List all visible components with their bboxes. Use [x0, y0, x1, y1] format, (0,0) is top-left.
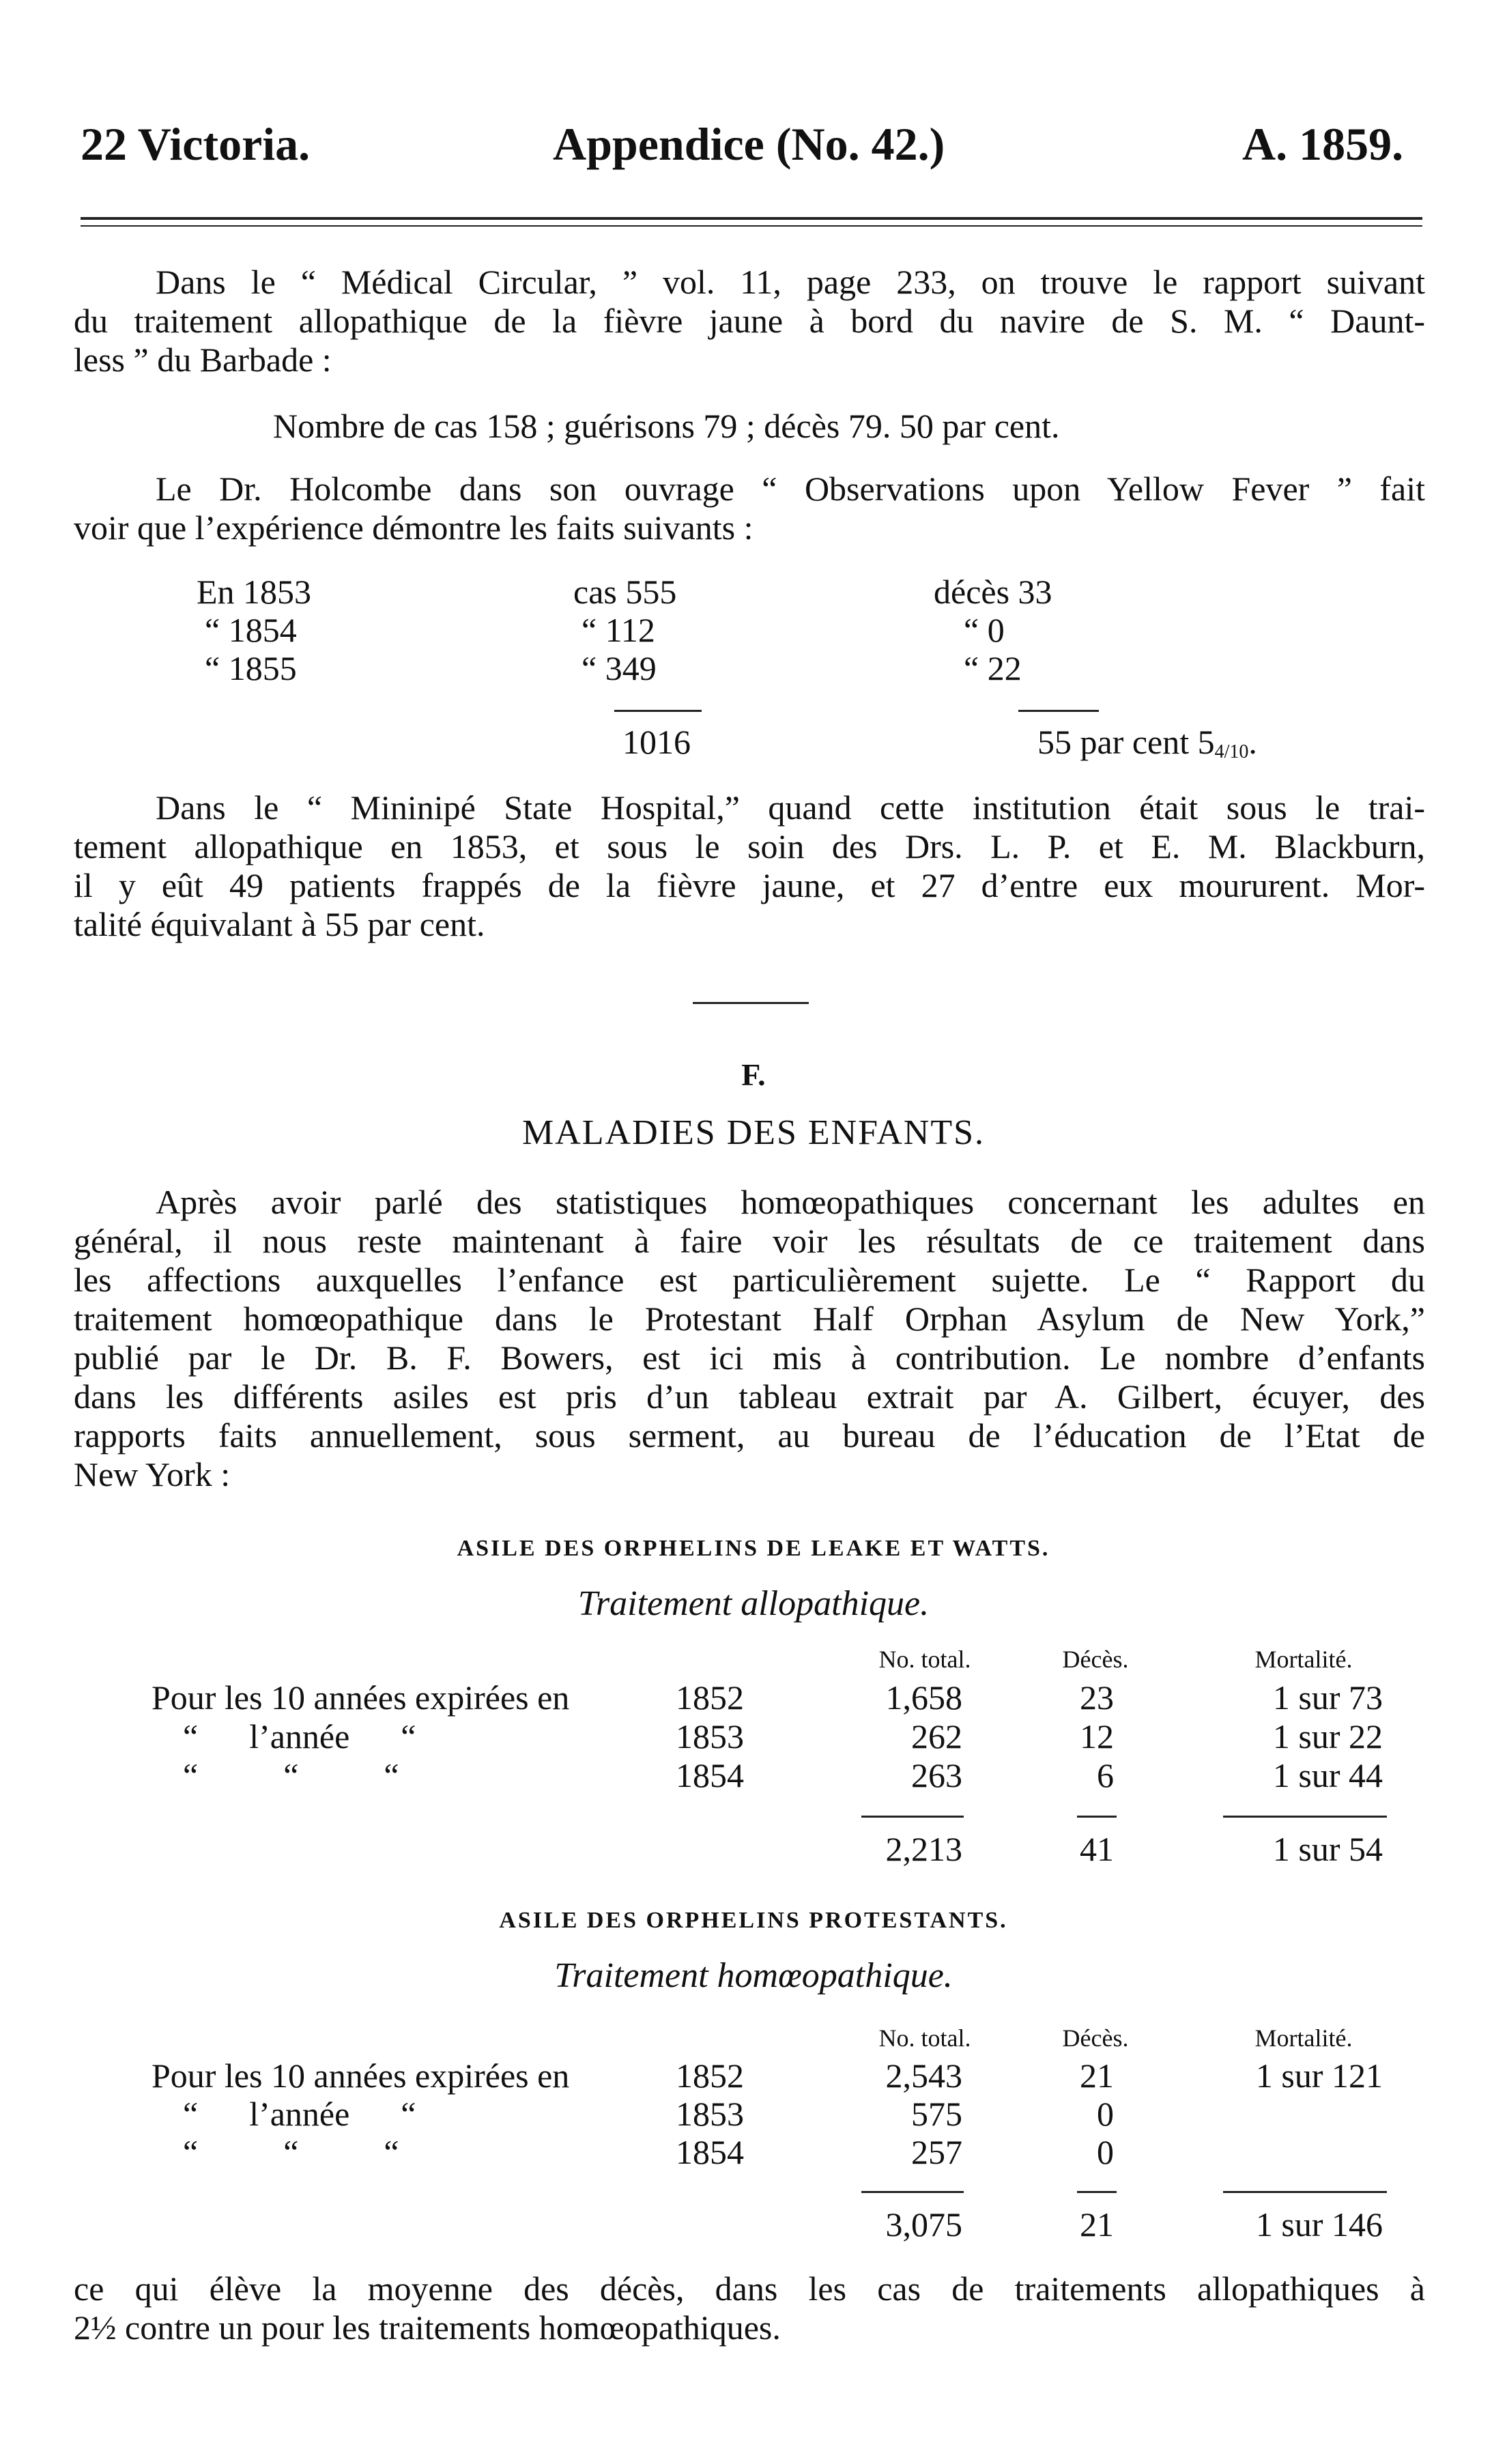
table1-row-year: 1854: [676, 1756, 744, 1794]
table1-deaths-rule: [1077, 1816, 1117, 1818]
header-right: A. 1859.: [1242, 118, 1404, 170]
table2-header-deaths: Décès.: [1062, 2024, 1129, 2052]
para-line: Dans le “ Médical Circular, ” vol. 11, page 233, on trouve le rapport suivant: [156, 263, 1425, 301]
para-line: 2½ contre un pour les traitements homœopathiques.: [74, 2308, 781, 2347]
para-line: rapports faits annuellement, sous serment, au bureau de l’éducation de l’Etat de: [74, 1416, 1425, 1455]
table2-total-deaths: 21: [1080, 2205, 1114, 2244]
header-rule-top: [81, 217, 1422, 220]
para-line: publié par le Dr. B. F. Bowers, est ici mis à contribution. Le nombre d’enfants: [74, 1338, 1425, 1377]
section-letter: F.: [741, 1057, 766, 1092]
header-left: 22 Victoria.: [81, 118, 311, 170]
table1-row-mortality: 1 sur 22: [1272, 1717, 1383, 1756]
holcombe-total-cases: 1016: [622, 723, 691, 761]
paragraph-children: [74, 1183, 1425, 1494]
table1-row-deaths: 12: [1080, 1717, 1114, 1756]
paragraph-holcombe: [74, 470, 1425, 547]
holcombe-year: “ 1855: [205, 649, 297, 687]
para-line: général, il nous reste maintenant à faire voir les résultats de ce traitement dans: [74, 1222, 1425, 1260]
holcombe-cases: cas 555: [573, 573, 677, 611]
table2-deaths-rule: [1077, 2191, 1117, 2193]
table2-header-total: No. total.: [878, 2024, 971, 2052]
table1-header-total: No. total.: [878, 1646, 971, 1673]
paragraph-mininipe: [74, 788, 1425, 944]
para-line: Dans le “ Mininipé State Hospital,” quand cette institution était sous le trai-: [156, 788, 1425, 827]
table2-row-label: “ l’année “: [183, 2095, 416, 2133]
holcombe-deaths: décès 33: [934, 573, 1052, 611]
para-line: il y eût 49 patients frappés de la fièvre jaune, et 27 d’entre eux moururent. Mor-: [74, 866, 1425, 904]
para-line: less ” du Barbade :: [74, 341, 332, 379]
section-title: MALADIES DES ENFANTS.: [521, 1113, 986, 1152]
paragraph-conclusion: [74, 2269, 1425, 2347]
table1-row-year: 1852: [676, 1678, 744, 1717]
para-line: les affections auxquelles l’enfance est particulièrement sujette. Le “ Rapport du: [74, 1261, 1425, 1299]
table1-row-deaths: 23: [1080, 1678, 1114, 1717]
table1-row-mortality: 1 sur 44: [1272, 1756, 1383, 1794]
holcombe-fraction: 4/10: [1214, 741, 1249, 762]
table1-header-mortality: Mortalité.: [1254, 1646, 1353, 1673]
holcombe-year: “ 1854: [205, 611, 297, 649]
table2-row-label: Pour les 10 années expirées en: [152, 2057, 570, 2095]
holcombe-pct-rule: [1018, 710, 1099, 712]
para-line: New York :: [74, 1455, 231, 1493]
holcombe-pct-text: 55 par cent 5: [1037, 723, 1215, 761]
table2-row-label: “ “ “: [183, 2133, 399, 2171]
para-line: Le Dr. Holcombe dans son ouvrage “ Observations upon Yellow Fever ” fait: [156, 470, 1425, 508]
table2-row-deaths: 21: [1080, 2057, 1114, 2095]
table1-row-label: “ l’année “: [183, 1717, 416, 1756]
table1-subtitle: Traitement allopathique.: [577, 1584, 930, 1623]
table2-row-year: 1852: [676, 2057, 744, 2095]
header-center: Appendice (No. 42.): [553, 118, 945, 170]
para-line: tement allopathique en 1853, et sous le soin des Drs. L. P. et E. M. Blackburn,: [74, 827, 1425, 865]
table2-mortality-rule: [1223, 2191, 1387, 2193]
holcombe-total-rule: [614, 710, 702, 712]
para-line: ce qui élève la moyenne des décès, dans les cas de traitements allopathiques à: [74, 2269, 1425, 2308]
para-line: dans les différents asiles est pris d’un tableau extrait par A. Gilbert, écuyer, des: [74, 1377, 1425, 1416]
table1-total-deaths: 41: [1080, 1830, 1114, 1868]
table1-row-total: 1,658: [885, 1678, 962, 1717]
table1-row-total: 263: [911, 1756, 962, 1794]
holcombe-total-pct: 55 par cent 54/10.: [1037, 723, 1257, 762]
table2-row-year: 1854: [676, 2133, 744, 2171]
table1-row-label: Pour les 10 années expirées en: [152, 1678, 570, 1717]
para-line: Après avoir parlé des statistiques homœopathiques concernant les adultes en: [156, 1183, 1425, 1221]
holcombe-cases: “ 112: [582, 611, 655, 649]
table2-row-year: 1853: [676, 2095, 744, 2133]
table1-header-deaths: Décès.: [1062, 1646, 1129, 1673]
para-line: talité équivalant à 55 par cent.: [74, 905, 485, 943]
holcombe-deaths: “ 22: [964, 649, 1022, 687]
table2-header-mortality: Mortalité.: [1254, 2024, 1353, 2052]
table1-mortality-rule: [1223, 1816, 1387, 1818]
table2-row-mortality: 1 sur 121: [1255, 2057, 1383, 2095]
table1-row-year: 1853: [676, 1717, 744, 1756]
table1-row-mortality: 1 sur 73: [1272, 1678, 1383, 1717]
para-line: traitement homœopathique dans le Protestant Half Orphan Asylum de New York,”: [74, 1300, 1425, 1338]
table1-row-deaths: 6: [1097, 1756, 1114, 1794]
section-divider: [693, 1002, 809, 1004]
table1-row-label: “ “ “: [183, 1756, 399, 1794]
table1-title: ASILE DES ORPHELINS DE LEAKE ET WATTS.: [457, 1536, 1050, 1561]
table2-row-total: 257: [911, 2133, 962, 2171]
para-line: du traitement allopathique de la fièvre jaune à bord du navire de S. M. “ Daunt-: [74, 302, 1425, 340]
table2-subtitle: Traitement homœopathique.: [554, 1956, 953, 1995]
holcombe-deaths: “ 0: [964, 611, 1005, 649]
table2-row-deaths: 0: [1097, 2133, 1114, 2171]
table2-row-total: 2,543: [885, 2057, 962, 2095]
paragraph-medical-circular: [74, 263, 1425, 379]
table2-total: 3,075: [885, 2205, 962, 2244]
table1-total: 2,213: [885, 1830, 962, 1868]
para-line: voir que l’expérience démontre les faits suivants :: [74, 508, 754, 547]
stats-line: Nombre de cas 158 ; guérisons 79 ; décès 79. 50 par cent.: [273, 407, 1060, 445]
holcombe-cases: “ 349: [582, 649, 657, 687]
table2-total-mortality: 1 sur 146: [1255, 2205, 1383, 2244]
table2-title: ASILE DES ORPHELINS PROTESTANTS.: [499, 1908, 1008, 1933]
holcombe-year: En 1853: [197, 573, 312, 611]
table2-total-rule: [861, 2191, 964, 2193]
table1-row-total: 262: [911, 1717, 962, 1756]
table1-total-mortality: 1 sur 54: [1272, 1830, 1383, 1868]
table2-row-total: 575: [911, 2095, 962, 2133]
table1-total-rule: [861, 1816, 964, 1818]
table2-row-deaths: 0: [1097, 2095, 1114, 2133]
header-rule-bottom: [81, 225, 1422, 227]
